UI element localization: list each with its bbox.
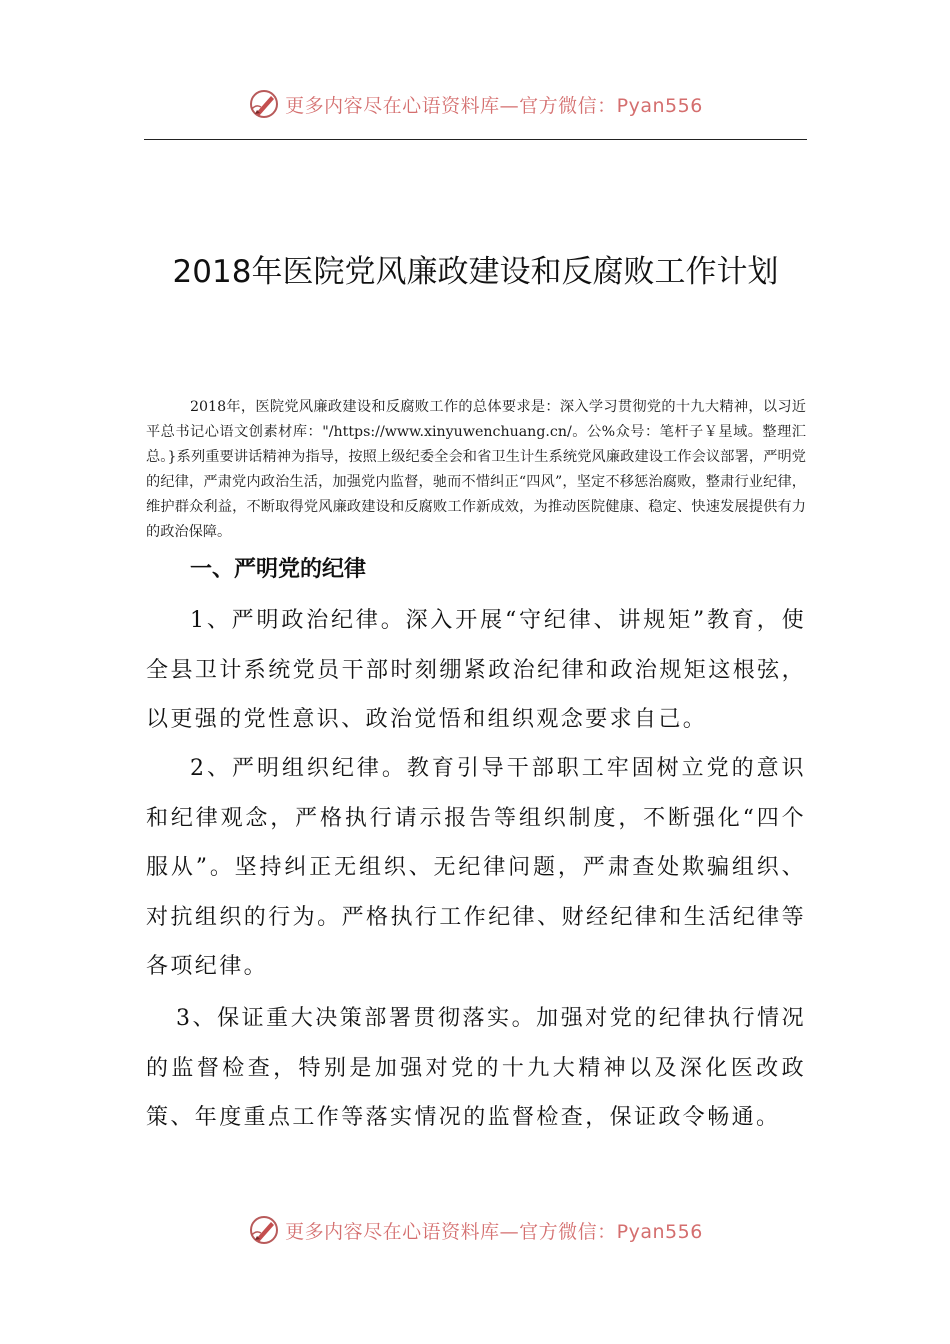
banner-text: 更多内容尽在心语资料库—官方微信：Pyan556 <box>285 1220 703 1243</box>
header-banner <box>0 84 950 124</box>
section-heading: 一、严明党的纪律 <box>190 557 367 582</box>
banner-text: 更多内容尽在心语资料库—官方微信：Pyan556 <box>285 94 703 117</box>
header-divider <box>144 139 807 140</box>
body-paragraph-2: 2、严明组织纪律。教育引导干部职工牢固树立党的意识和纪律观念，严格执行请示报告等组织制度，不断强化“四个服从”。坚持纠正无组织、无纪律问题，严肃查处欺骗组织、对抗组织的行为。严格执行工作纪律、财经纪律和生活纪律等各项纪律。 <box>146 756 806 979</box>
pen-logo-icon <box>247 87 281 121</box>
wechat-id: Pyan556 <box>616 1220 703 1243</box>
document-title: 2018年医院党风廉政建设和反腐败工作计划 <box>172 254 779 290</box>
intro-paragraph: 2018年，医院党风廉政建设和反腐败工作的总体要求是：深入学习贯彻党的十九大精神，以习近平总书记心语文创素材库："/https://www.xinyuwenchuang.cn/。公%众号：笔杆子￥星域。整理汇总。}系列重要讲话精神为指导，按照上级纪委全会和省卫生计生系统党风廉政建设工作会议部署，严明党的纪律，严肃党内政治生活，加强党内监督，驰而不惜纠正“四风”，坚定不移惩治腐败，整肃行业纪律，维护群众利益，不断取得党风廉政建设和反腐败工作新成效，为推动医院健康、稳定、快速发展提供有力的政治保障。 <box>146 399 806 540</box>
body-paragraph-3: 3、保证重大决策部署贯彻落实。加强对党的纪律执行情况的监督检查，特别是加强对党的十九大精神以及深化医改政策、年度重点工作等落实情况的监督检查，保证政令畅通。 <box>146 1006 806 1130</box>
footer-banner <box>0 1210 950 1250</box>
body-paragraph-1: 1、严明政治纪律。深入开展“守纪律、讲规矩”教育，使全县卫计系统党员干部时刻绷紧政治纪律和政治规矩这根弦，以更强的党性意识、政治觉悟和组织观念要求自己。 <box>146 608 806 732</box>
pen-logo-icon <box>247 1213 281 1247</box>
wechat-id: Pyan556 <box>616 94 703 117</box>
